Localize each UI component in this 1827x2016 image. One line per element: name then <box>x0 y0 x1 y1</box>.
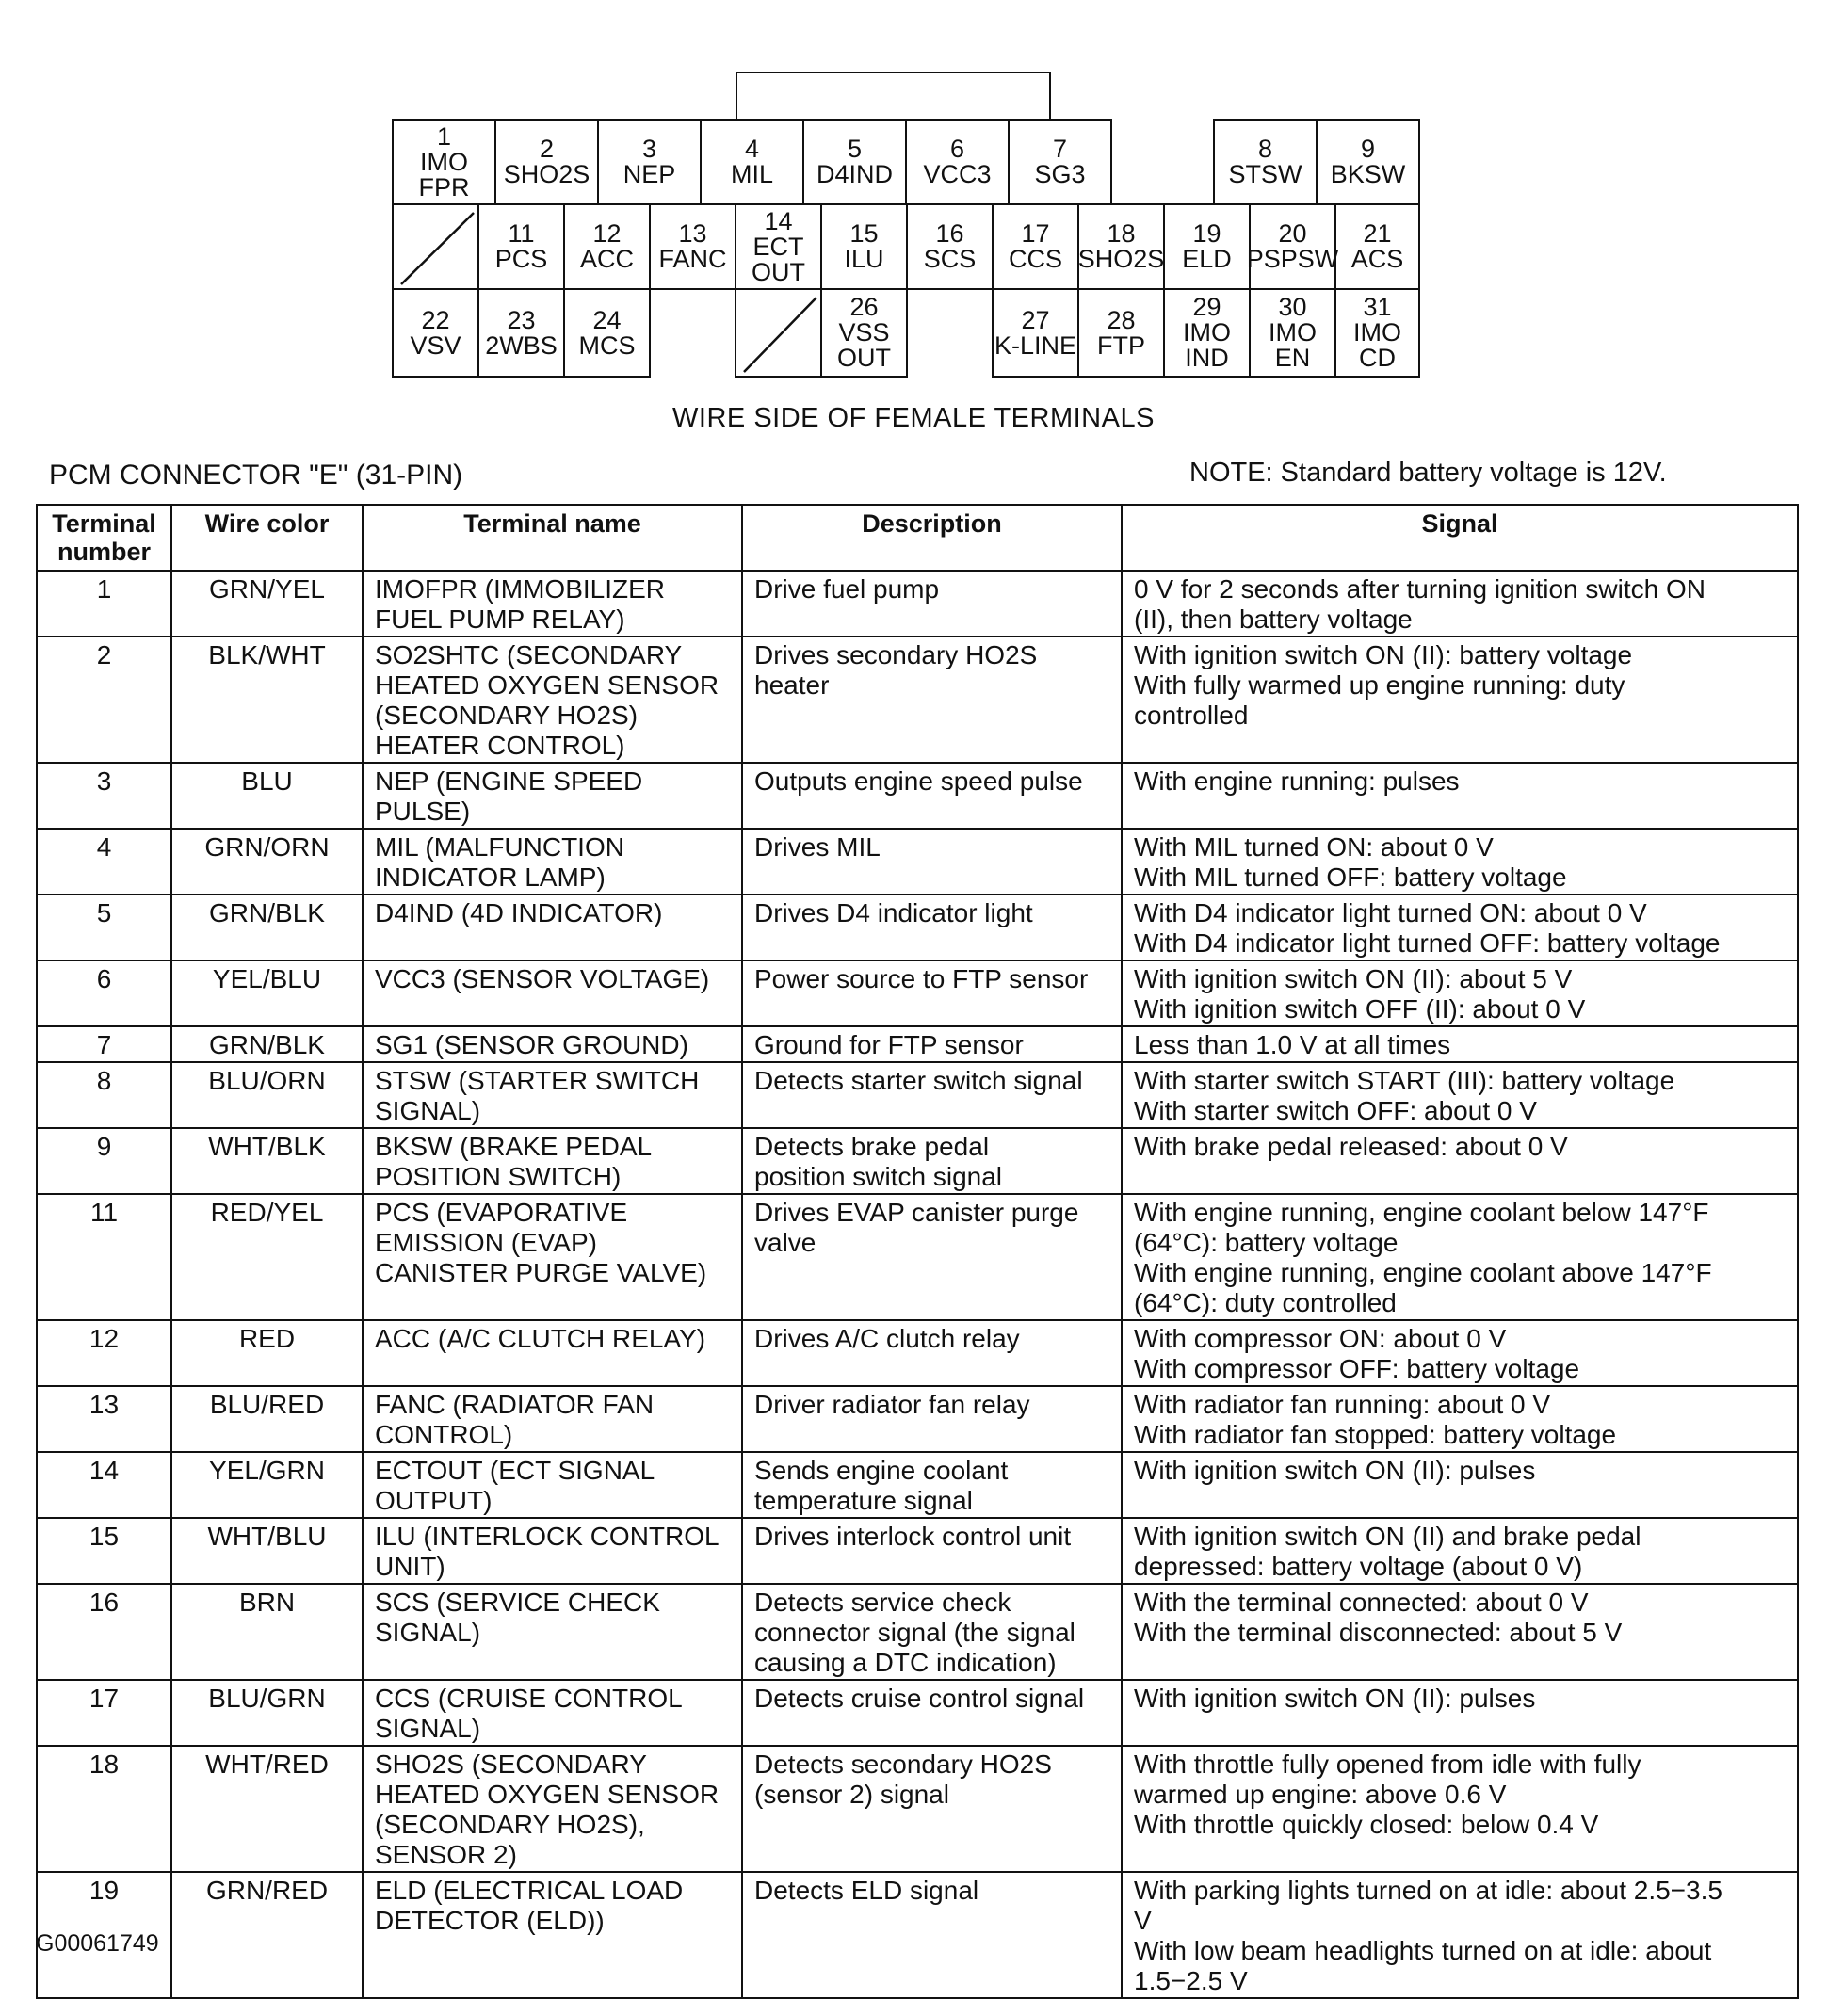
pin-number: 14 <box>764 206 793 235</box>
terminal-name-cell: STSW (STARTER SWITCH SIGNAL) <box>363 1062 742 1128</box>
pin-28 <box>1077 288 1165 378</box>
table-row <box>37 895 1798 960</box>
terminal-name-cell: PCS (EVAPORATIVE EMISSION (EVAP) CANISTER PURGE VALVE) <box>363 1194 742 1320</box>
terminal-name-cell: ILU (INTERLOCK CONTROL UNIT) <box>363 1518 742 1584</box>
pin-number: 16 <box>935 219 964 248</box>
pin-18 <box>1077 203 1165 290</box>
wire-color-cell: BLK/WHT <box>171 637 363 763</box>
pin-number: 30 <box>1278 293 1307 321</box>
table-row <box>37 1746 1798 1872</box>
signal-cell: With starter switch START (III): battery voltage With starter switch OFF: about 0 V <box>1122 1062 1798 1128</box>
terminal-number-cell: 13 <box>37 1386 171 1452</box>
pin-23 <box>477 288 565 378</box>
header-terminal-name: Terminal name <box>363 505 742 571</box>
description-cell: Detects starter switch signal <box>742 1062 1122 1128</box>
table-row <box>37 1584 1798 1680</box>
table-row <box>37 1518 1798 1584</box>
pin-24 <box>563 288 651 378</box>
figure-id: G00061749 <box>36 1930 159 1957</box>
pin-15 <box>820 203 908 290</box>
terminal-number-cell: 7 <box>37 1026 171 1062</box>
description-cell: Drives interlock control unit <box>742 1518 1122 1584</box>
pin-label: IMO EN <box>1269 318 1317 372</box>
pin-number: 18 <box>1107 219 1136 248</box>
pin-21 <box>1334 203 1420 290</box>
pin-5 <box>802 119 907 205</box>
pin-number: 26 <box>849 293 879 321</box>
terminal-name-cell: CCS (CRUISE CONTROL SIGNAL) <box>363 1680 742 1746</box>
wire-color-cell: WHT/BLU <box>171 1518 363 1584</box>
terminal-name-cell: NEP (ENGINE SPEED PULSE) <box>363 763 742 829</box>
pin-number: 23 <box>507 305 536 334</box>
signal-cell: Less than 1.0 V at all times <box>1122 1026 1798 1062</box>
pin-label: IMO IND <box>1183 318 1231 372</box>
terminal-name-cell: ECTOUT (ECT SIGNAL OUTPUT) <box>363 1452 742 1518</box>
pin-number: 24 <box>592 305 622 334</box>
pin-1 <box>392 119 496 205</box>
terminal-name-cell: SCS (SERVICE CHECK SIGNAL) <box>363 1584 742 1680</box>
table-row <box>37 829 1798 895</box>
pin-8 <box>1213 119 1318 205</box>
pin-number: 29 <box>1192 293 1221 321</box>
pin-19 <box>1163 203 1251 290</box>
signal-cell: With the terminal connected: about 0 V With the terminal disconnected: about 5 V <box>1122 1584 1798 1680</box>
table-row <box>37 1452 1798 1518</box>
wire-color-cell: GRN/YEL <box>171 571 363 637</box>
pin-label: SG3 <box>1034 160 1086 188</box>
pin-14 <box>735 203 822 290</box>
description-cell: Detects cruise control signal <box>742 1680 1122 1746</box>
pin-label: FTP <box>1097 331 1145 360</box>
pin-4 <box>700 119 804 205</box>
pin-number: 9 <box>1360 135 1376 163</box>
signal-cell: With engine running: pulses <box>1122 763 1798 829</box>
terminal-number-cell: 15 <box>37 1518 171 1584</box>
wire-color-cell: YEL/GRN <box>171 1452 363 1518</box>
description-cell: Driver radiator fan relay <box>742 1386 1122 1452</box>
terminal-number-cell: 5 <box>37 895 171 960</box>
pin-label: IMO CD <box>1353 318 1401 372</box>
wire-color-cell: RED/YEL <box>171 1194 363 1320</box>
pin-blank-10 <box>392 203 479 290</box>
pin-label: BKSW <box>1330 160 1406 188</box>
pin-label: SHO2S <box>503 160 590 188</box>
wire-side-caption: WIRE SIDE OF FEMALE TERMINALS <box>672 403 1155 433</box>
pin-29 <box>1163 288 1251 378</box>
signal-cell: With throttle fully opened from idle with fully warmed up engine: above 0.6 V With throttle quickly closed: below 0.4 V <box>1122 1746 1798 1872</box>
pin-label: VSS OUT <box>837 318 891 372</box>
terminal-name-cell: VCC3 (SENSOR VOLTAGE) <box>363 960 742 1026</box>
wire-color-cell: GRN/BLK <box>171 1026 363 1062</box>
signal-cell: With parking lights turned on at idle: about 2.5−3.5 V With low beam headlights turned on at idle: about 1.5−2.5 V <box>1122 1872 1798 1998</box>
connector-diagram <box>0 0 1827 395</box>
table-row <box>37 1062 1798 1128</box>
wire-color-cell: RED <box>171 1320 363 1386</box>
pin-number: 19 <box>1192 219 1221 248</box>
pin-label: PCS <box>494 245 548 273</box>
pin-label: SHO2S <box>1077 245 1165 273</box>
pin-16 <box>906 203 994 290</box>
pin-13 <box>649 203 736 290</box>
signal-cell: With ignition switch ON (II) and brake pedal depressed: battery voltage (about 0 V) <box>1122 1518 1798 1584</box>
terminal-number-cell: 4 <box>37 829 171 895</box>
description-cell: Sends engine coolant temperature signal <box>742 1452 1122 1518</box>
wire-color-cell: GRN/ORN <box>171 829 363 895</box>
wire-color-cell: BLU/ORN <box>171 1062 363 1128</box>
pin-number: 8 <box>1257 135 1273 163</box>
description-cell: Ground for FTP sensor <box>742 1026 1122 1062</box>
terminal-number-cell: 19 <box>37 1872 171 1998</box>
wire-color-cell: BRN <box>171 1584 363 1680</box>
pin-number: 2 <box>539 135 555 163</box>
terminal-number-cell: 14 <box>37 1452 171 1518</box>
pin-label: CCS <box>1008 245 1062 273</box>
signal-cell: With ignition switch ON (II): pulses <box>1122 1452 1798 1518</box>
pin-26 <box>820 288 908 378</box>
pin-number: 13 <box>678 219 707 248</box>
pin-number: 1 <box>436 121 452 151</box>
terminal-number-cell: 9 <box>37 1128 171 1194</box>
pin-30 <box>1249 288 1336 378</box>
blank-slash-icon <box>394 205 481 292</box>
signal-cell: With ignition switch ON (II): battery voltage With fully warmed up engine running: duty controlled <box>1122 637 1798 763</box>
wire-color-cell: YEL/BLU <box>171 960 363 1026</box>
pin-number: 5 <box>847 135 863 163</box>
wire-color-cell: BLU/GRN <box>171 1680 363 1746</box>
pin-3 <box>597 119 702 205</box>
pin-number: 11 <box>508 219 535 248</box>
table-row <box>37 763 1798 829</box>
terminal-number-cell: 12 <box>37 1320 171 1386</box>
pin-number: 7 <box>1052 135 1068 163</box>
table-row <box>37 1128 1798 1194</box>
header-description: Description <box>742 505 1122 571</box>
table-row <box>37 1320 1798 1386</box>
pin-12 <box>563 203 651 290</box>
pin-label: MCS <box>578 331 636 360</box>
terminal-name-cell: SO2SHTC (SECONDARY HEATED OXYGEN SENSOR (SECONDARY HO2S) HEATER CONTROL) <box>363 637 742 763</box>
description-cell: Detects secondary HO2S (sensor 2) signal <box>742 1746 1122 1872</box>
pin-number: 21 <box>1363 219 1392 248</box>
description-cell: Drives MIL <box>742 829 1122 895</box>
table-header-row <box>37 505 1798 571</box>
pin-label: ECT OUT <box>752 232 805 286</box>
description-cell: Outputs engine speed pulse <box>742 763 1122 829</box>
terminal-name-cell: FANC (RADIATOR FAN CONTROL) <box>363 1386 742 1452</box>
pin-label: FANC <box>658 245 727 273</box>
description-cell: Drive fuel pump <box>742 571 1122 637</box>
description-cell: Drives A/C clutch relay <box>742 1320 1122 1386</box>
header-signal: Signal <box>1122 505 1798 571</box>
pin-blank-25 <box>735 288 822 378</box>
terminal-name-cell: SG1 (SENSOR GROUND) <box>363 1026 742 1062</box>
pin-label: K-LINE <box>994 331 1077 360</box>
battery-note: NOTE: Standard battery voltage is 12V. <box>1189 458 1667 488</box>
pin-number: 4 <box>744 135 760 163</box>
terminal-number-cell: 6 <box>37 960 171 1026</box>
pin-label: ACC <box>579 245 634 273</box>
table-row <box>37 1386 1798 1452</box>
description-cell: Detects brake pedal position switch signal <box>742 1128 1122 1194</box>
pin-label: STSW <box>1228 160 1302 188</box>
pin-label: NEP <box>622 160 676 188</box>
terminal-table <box>36 504 1799 1999</box>
pin-7 <box>1008 119 1112 205</box>
table-row <box>37 1026 1798 1062</box>
pin-number: 28 <box>1107 305 1136 334</box>
signal-cell: With engine running, engine coolant below 147°F (64°C): battery voltage With engine running, engine coolant above 147°F (64°C): duty controlled <box>1122 1194 1798 1320</box>
pin-number: 27 <box>1021 305 1050 334</box>
pin-number: 17 <box>1021 219 1050 248</box>
pin-22 <box>392 288 479 378</box>
terminal-name-cell: MIL (MALFUNCTION INDICATOR LAMP) <box>363 829 742 895</box>
terminal-number-cell: 3 <box>37 763 171 829</box>
wire-color-cell: WHT/RED <box>171 1746 363 1872</box>
terminal-name-cell: D4IND (4D INDICATOR) <box>363 895 742 960</box>
blank-slash-icon <box>736 290 824 379</box>
terminal-number-cell: 11 <box>37 1194 171 1320</box>
wire-color-cell: GRN/BLK <box>171 895 363 960</box>
header-terminal-number: Terminal number <box>37 505 171 571</box>
table-row <box>37 1872 1798 1998</box>
description-cell: Power source to FTP sensor <box>742 960 1122 1026</box>
terminal-number-cell: 8 <box>37 1062 171 1128</box>
pin-2 <box>494 119 599 205</box>
table-row <box>37 1680 1798 1746</box>
pin-number: 31 <box>1363 293 1392 321</box>
pin-label: VCC3 <box>923 160 992 188</box>
pin-label: VSV <box>410 331 461 360</box>
signal-cell: 0 V for 2 seconds after turning ignition switch ON (II), then battery voltage <box>1122 571 1798 637</box>
signal-cell: With D4 indicator light turned ON: about 0 V With D4 indicator light turned OFF: battery voltage <box>1122 895 1798 960</box>
pin-label: ACS <box>1350 245 1404 273</box>
wire-color-cell: WHT/BLK <box>171 1128 363 1194</box>
terminal-name-cell: BKSW (BRAKE PEDAL POSITION SWITCH) <box>363 1128 742 1194</box>
terminal-name-cell: ACC (A/C CLUTCH RELAY) <box>363 1320 742 1386</box>
wire-color-cell: GRN/RED <box>171 1872 363 1998</box>
signal-cell: With compressor ON: about 0 V With compressor OFF: battery voltage <box>1122 1320 1798 1386</box>
wire-color-cell: BLU <box>171 763 363 829</box>
terminal-name-cell: IMOFPR (IMMOBILIZER FUEL PUMP RELAY) <box>363 571 742 637</box>
pin-number: 6 <box>949 135 965 163</box>
table-row <box>37 960 1798 1026</box>
table-row <box>37 571 1798 637</box>
signal-cell: With MIL turned ON: about 0 V With MIL turned OFF: battery voltage <box>1122 829 1798 895</box>
pin-label: D4IND <box>816 160 893 188</box>
terminal-number-cell: 17 <box>37 1680 171 1746</box>
pin-20 <box>1246 203 1339 290</box>
pin-6 <box>905 119 1010 205</box>
pin-9 <box>1316 119 1420 205</box>
terminal-number-cell: 18 <box>37 1746 171 1872</box>
signal-cell: With radiator fan running: about 0 V With radiator fan stopped: battery voltage <box>1122 1386 1798 1452</box>
description-cell: Drives D4 indicator light <box>742 895 1122 960</box>
table-row <box>37 637 1798 763</box>
table-row <box>37 1194 1798 1320</box>
description-cell: Drives EVAP canister purge valve <box>742 1194 1122 1320</box>
connector-key-tab <box>736 72 1051 119</box>
signal-cell: With ignition switch ON (II): pulses <box>1122 1680 1798 1746</box>
pin-number: 20 <box>1278 219 1307 248</box>
pin-number: 12 <box>592 219 622 248</box>
pin-31 <box>1334 288 1420 378</box>
pin-label: MIL <box>730 160 773 188</box>
description-cell: Detects service check connector signal (the signal causing a DTC indication) <box>742 1584 1122 1680</box>
pin-number: 15 <box>849 219 879 248</box>
pin-number: 22 <box>421 305 450 334</box>
connector-title: PCM CONNECTOR "E" (31-PIN) <box>49 460 463 491</box>
signal-cell: With brake pedal released: about 0 V <box>1122 1128 1798 1194</box>
pin-11 <box>477 203 565 290</box>
header-wire-color: Wire color <box>171 505 363 571</box>
description-cell: Detects ELD signal <box>742 1872 1122 1998</box>
pin-label: PSPSW <box>1246 245 1339 273</box>
pin-number: 3 <box>641 135 657 163</box>
terminal-name-cell: SHO2S (SECONDARY HEATED OXYGEN SENSOR (SECONDARY HO2S), SENSOR 2) <box>363 1746 742 1872</box>
pin-label: ELD <box>1182 245 1232 273</box>
pin-label: ILU <box>844 245 884 273</box>
pin-27 <box>992 288 1079 378</box>
terminal-name-cell: ELD (ELECTRICAL LOAD DETECTOR (ELD)) <box>363 1872 742 1998</box>
wire-color-cell: BLU/RED <box>171 1386 363 1452</box>
terminal-number-cell: 1 <box>37 571 171 637</box>
terminal-number-cell: 16 <box>37 1584 171 1680</box>
pin-label: 2WBS <box>485 331 558 360</box>
terminal-number-cell: 2 <box>37 637 171 763</box>
pin-17 <box>992 203 1079 290</box>
pin-label: SCS <box>923 245 977 273</box>
description-cell: Drives secondary HO2S heater <box>742 637 1122 763</box>
signal-cell: With ignition switch ON (II): about 5 V With ignition switch OFF (II): about 0 V <box>1122 960 1798 1026</box>
pin-label: IMO FPR <box>418 147 470 202</box>
